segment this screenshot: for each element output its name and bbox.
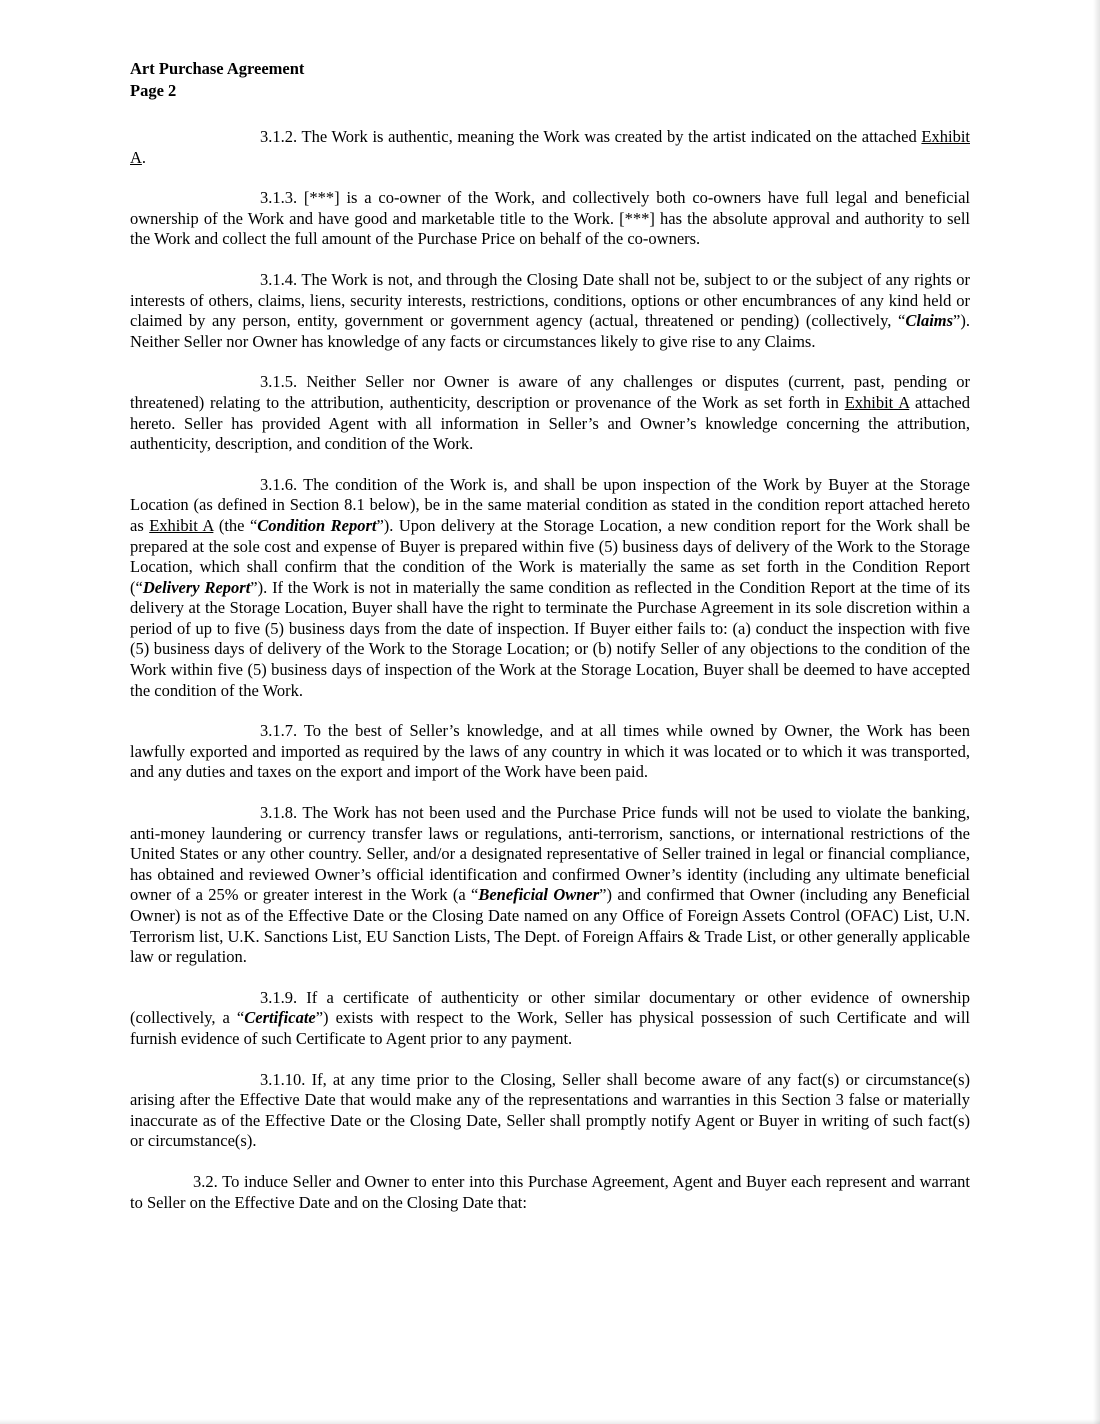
text-run: 3.1.4. The Work is not, and through the Closing Date shall not be, subject to or the subject of any rights or interests of others, claims, liens, security interests, restrictions, conditions, options or other encumbrances of any kind held or claimed by any person, entity, government or government agency (actual, threatened or pending) (collectively, “ [130,269,970,331]
text-run: 3.1.7. To the best of Seller’s knowledge, and at all times while owned by Owner, the Work has been lawfully exported and imported as required by the laws of any country in which it was located or to which it was transported, and any duties and taxes on the export and import of the Work have been paid. [130,721,970,782]
paragraph [130,127,970,168]
text-run: 3.1.9. If a certificate of authenticity or other similar documentary or other evidence of ownership (collectively, a “ [130,987,970,1028]
text-run: ”). Neither Seller nor Owner has knowledge of any facts or circumstances likely to give rise to any Claims. [130,311,970,351]
text-run: 3.1.10. If, at any time prior to the Closing, Seller shall become aware of any fact(s) or circumstance(s) arising after the Effective Date that would make any of the representations and warranties in this Section 3 false or materially inaccurate as of the Effective Date or the Closing Date, Seller shall promptly notify Agent or Buyer in writing of such fact(s) or circumstance(s). [130,1069,970,1151]
text-run: ”) exists with respect to the Work, Seller has physical possession of such Certificate and will furnish evidence of such Certificate to Agent prior to any payment. [130,1008,970,1048]
page-number: Page 2 [130,80,177,100]
document-body [130,127,970,1213]
scan-edge-bottom [0,1419,1100,1424]
text-run: 3.1.2. The Work is authentic, meaning the Work was created by the artist indicated on the attached [260,127,922,146]
paragraph [130,372,970,454]
paragraph [130,475,970,702]
text-run: 3.1.8. The Work has not been used and the Purchase Price funds will not be used to violate the banking, anti-money laundering or currency transfer laws or regulations, anti-terrorism, sanctions, or international restrictions of the United States or any other country. Seller, and/or a designated representative of Seller trained in legal or financial compliance, has obtained and reviewed Owner’s official identification and confirmed Owner’s identity (including any ultimate beneficial owner of a 25% or greater interest in the Work (a “ [130,803,970,905]
defined-term: Delivery Report [142,577,251,597]
text-run: 3.1.3. [***] is a co-owner of the Work, and collectively both co-owners have full legal and beneficial ownership of the Work and have good and marketable title to the Work. [***] has the absolute approval and authority to sell the Work and collect the full amount of the Purchase Price on behalf of the co-owners. [130,188,970,249]
paragraph [130,1172,970,1213]
text-run: 3.1.5. Neither Seller nor Owner is aware of any challenges or disputes (current, past, pending or threatened) relating to the attribution, authenticity, description or provenance of the Work as set forth in [130,372,970,412]
defined-term: Condition Report [257,515,377,535]
text-run: . [141,147,147,167]
defined-term: Certificate [244,1008,316,1028]
text-run: attached hereto. Seller has provided Agent with all information in Seller’s and Owner’s knowledge concerning the attribution, authenticity, description, and condition of the Work. [130,392,970,454]
text-run: 3.2. To induce Seller and Owner to enter into this Purchase Agreement, Agent and Buyer each represent and warrant to Seller on the Effective Date and on the Closing Date that: [130,1171,970,1212]
scan-edge-right [1093,0,1100,1424]
paragraph [130,1070,970,1152]
defined-term: Claims [905,311,954,331]
defined-term: Beneficial Owner [478,885,600,905]
text-run: ”). If the Work is not in materially the same condition as reflected in the Condition Report at the time of its delivery at the Storage Location, Buyer shall have the right to terminate the Purchase Agreement in its sole discretion within a period of up to five (5) business days from the date of inspection. If Buyer either fails to: (a) conduct the inspection with five (5) business days of delivery of the Work to the Storage Location; or (b) notify Seller of any objections to the condition of the Work within five (5) business days of inspection of the Work at the Storage Location, Buyer shall be deemed to have accepted the condition of the Work. [130,577,970,700]
exhibit-reference: Exhibit A [844,392,910,412]
text-run: 3.1.6. The condition of the Work is, and shall be upon inspection of the Work by Buyer at the Storage Location (as defined in Section 8.1 below), be in the same material condition as stated in the condition report attached hereto as [130,474,970,535]
paragraph [130,270,970,352]
document-title: Art Purchase Agreement [130,59,305,78]
paragraph [130,803,970,968]
paragraph [130,721,970,783]
document-header [130,58,970,101]
exhibit-reference: Exhibit A [130,127,970,167]
paragraph [130,188,970,250]
text-run: (the “ [213,515,258,535]
text-run: ”). Upon delivery at the Storage Location, a new condition report for the Work shall be prepared at the sole cost and expense of Buyer is prepared within five (5) business days of delivery of the Work to the Storage Location, which shall confirm that the condition of the Work is materially the same as set forth in the Condition Report (“ [130,515,971,597]
text-run: ”) and confirmed that Owner (including any Beneficial Owner) is not as of the Effective Date or the Closing Date named on any Office of Foreign Assets Control (OFAC) List, U.N. Terrorism list, U.K. Sanctions List, EU Sanction Lists, The Dept. of Foreign Affairs & Trade List, or other generally applicable law or regulation. [130,885,970,967]
exhibit-reference: Exhibit A [149,515,214,535]
paragraph [130,988,970,1050]
